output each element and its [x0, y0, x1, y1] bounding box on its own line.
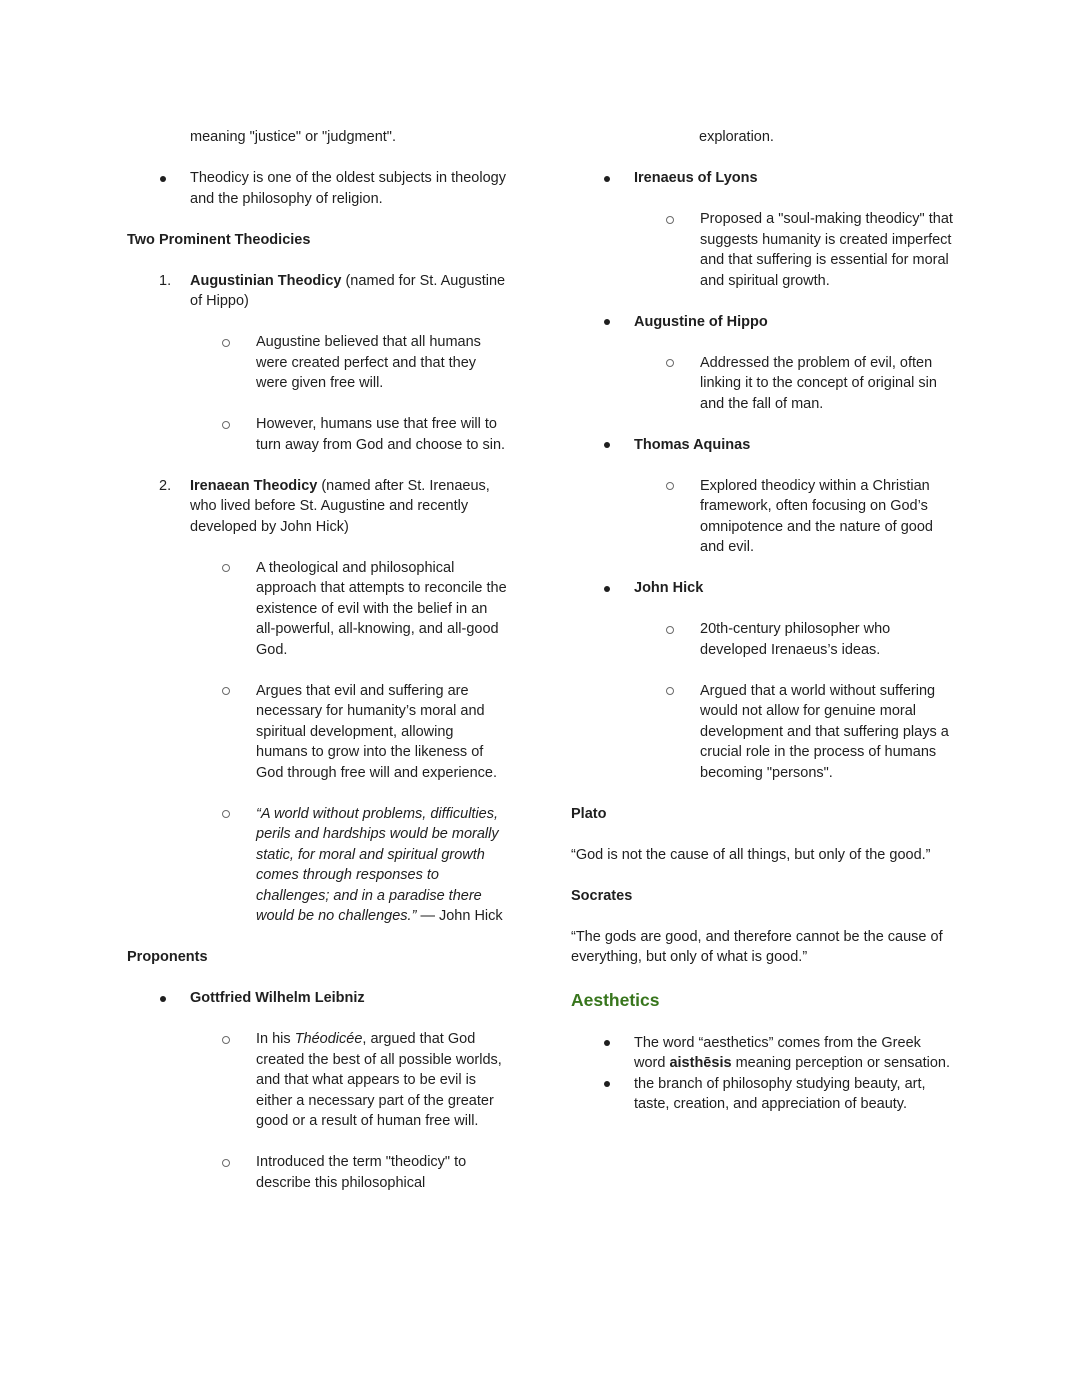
sub-bullet-marker — [222, 414, 256, 429]
sub-bullet-text: However, humans use that free will to turn away from God and choose to sin. — [256, 416, 506, 453]
sub-bullet-item — [127, 558, 509, 661]
section-heading-proponents: Proponents — [127, 949, 208, 965]
section-heading-socrates: Socrates — [571, 887, 633, 904]
sub-bullet-item — [127, 332, 509, 394]
sub-bullet-item — [571, 476, 953, 558]
sub-bullet-quote-item — [127, 804, 509, 927]
bullet-text: Theodicy is one of the oldest subjects in theology and the philosophy of religion. — [190, 170, 506, 207]
sub-bullet-marker — [222, 804, 256, 819]
bullet-item — [127, 168, 509, 209]
sub-bullet-text-wrap — [256, 1029, 509, 1132]
sub-bullet-item — [571, 353, 953, 415]
bullet-dot-icon — [160, 996, 166, 1002]
section-heading-plato: Plato — [571, 805, 607, 822]
sub-bullet-text: Augustine believed that all humans were created perfect and that they were given free will. — [256, 334, 481, 391]
bullet-dot-icon — [604, 1081, 610, 1087]
left-column — [127, 127, 509, 1214]
numbered-item-text — [190, 271, 509, 312]
bullet-marker — [604, 1033, 634, 1047]
bullet-item-proponent — [127, 988, 509, 1009]
term-bold: Irenaean Theodicy — [190, 477, 318, 494]
hollow-circle-icon — [222, 421, 230, 429]
book-title-italic: Théodicée — [294, 1031, 363, 1047]
hollow-circle-icon — [222, 1159, 230, 1167]
number-marker: 1. — [159, 272, 172, 289]
text-post: meaning perception or sensation. — [731, 1055, 950, 1071]
sub-bullet-item — [127, 1029, 509, 1132]
philosopher-name: Thomas Aquinas — [634, 436, 751, 453]
sub-bullet-marker — [666, 353, 700, 368]
sub-bullet-text: A theological and philosophical approach that attempts to reconcile the existence of evil with the belief in an all-powerful, all-knowing, and all-good God. — [256, 559, 507, 658]
sub-bullet-marker — [666, 476, 700, 491]
proponent-name: Gottfried Wilhelm Leibniz — [190, 990, 365, 1006]
bullet-dot-icon — [604, 586, 610, 592]
bullet-marker — [604, 168, 634, 182]
bullet-text: the branch of philosophy studying beauty, art, taste, creation, and appreciation of beauty. — [634, 1075, 926, 1112]
section-heading-two-prominent-theodicies: Two Prominent Theodicies — [127, 231, 311, 248]
text-pre: In his — [256, 1031, 295, 1047]
sub-bullet-item — [571, 681, 953, 784]
socrates-quote: “The gods are good, and therefore cannot be the cause of everything, but only of what is good.” — [571, 928, 943, 965]
numbered-item-2 — [127, 476, 509, 538]
bullet-marker — [160, 988, 190, 1002]
continuation-line — [190, 127, 509, 148]
sub-bullet-marker — [222, 558, 256, 573]
bullet-dot-icon — [604, 442, 610, 448]
bullet-dot-icon — [604, 1040, 610, 1046]
numbered-item-text — [190, 476, 509, 538]
term-rest: (named for St. Augustine of Hippo) — [190, 272, 506, 309]
quote-text-wrap — [256, 804, 509, 927]
term-rest: (named after St. Irenaeus, who lived before St. Augustine and recently developed by John Hick) — [190, 477, 490, 535]
sub-bullet-marker — [666, 209, 700, 224]
numbered-item-1 — [127, 271, 509, 312]
section-heading-aesthetics: Aesthetics — [571, 990, 660, 1010]
right-column — [571, 127, 953, 1214]
hollow-circle-icon — [666, 687, 674, 695]
sub-bullet-text: Explored theodicy within a Christian framework, often focusing on God’s omnipotence and the nature of good and evil. — [700, 477, 933, 555]
plato-quote-paragraph — [571, 845, 953, 866]
john-hick-quote: “A world without problems, difficulties, perils and hardships would be morally static, for moral and spiritual growth comes through responses to challenges; and in a paradise there would be no challenges.” — [256, 805, 499, 924]
sub-bullet-item — [127, 681, 509, 784]
sub-bullet-marker — [666, 619, 700, 634]
plato-quote: “God is not the cause of all things, but only of the good.” — [571, 846, 931, 863]
bullet-marker — [604, 435, 634, 449]
bullet-item — [571, 1074, 953, 1115]
hollow-circle-icon — [222, 564, 230, 572]
sub-bullet-text: Proposed a "soul-making theodicy" that suggests humanity is created imperfect and that suffering is essential for moral and spiritual growth. — [700, 211, 953, 289]
sub-bullet-text: Introduced the term "theodicy" to describe this philosophical — [256, 1154, 467, 1191]
continuation-line — [699, 127, 953, 148]
text-post: , argued that God created the best of all possible worlds, and that what appears to be evil is either a necessary part of the greater good or a result of human free will. — [256, 1031, 502, 1129]
sub-bullet-marker — [222, 681, 256, 696]
hollow-circle-icon — [666, 482, 674, 490]
bullet-text-wrap — [634, 1033, 953, 1074]
bullet-marker — [604, 1074, 634, 1088]
bullet-marker — [160, 168, 190, 182]
bullet-item-philosopher — [571, 312, 953, 333]
philosopher-name: Augustine of Hippo — [634, 313, 768, 330]
sub-bullet-marker — [222, 332, 256, 347]
bullet-dot-icon — [604, 319, 610, 325]
sub-bullet-text: Argued that a world without suffering would not allow for genuine moral development and that suffering plays a crucial role in the process of humans becoming "persons". — [700, 682, 949, 781]
sub-bullet-marker — [222, 1152, 256, 1167]
sub-bullet-item — [571, 209, 953, 291]
hollow-circle-icon — [222, 810, 230, 818]
two-column-layout — [127, 127, 953, 1214]
bullet-dot-icon — [160, 176, 166, 182]
hollow-circle-icon — [222, 339, 230, 347]
continuation-text: exploration. — [699, 129, 774, 145]
hollow-circle-icon — [222, 687, 230, 695]
bullet-item — [571, 1033, 953, 1074]
hollow-circle-icon — [666, 216, 674, 224]
quote-attribution: — John Hick — [416, 908, 503, 924]
greek-word-bold: aisthēsis — [669, 1055, 732, 1071]
socrates-quote-paragraph — [571, 927, 953, 968]
continuation-text: meaning "justice" or "judgment". — [190, 129, 396, 145]
sub-bullet-item — [127, 1152, 509, 1193]
bullet-dot-icon — [604, 176, 610, 182]
number-marker: 2. — [159, 477, 172, 494]
hollow-circle-icon — [666, 359, 674, 367]
hollow-circle-icon — [222, 1036, 230, 1044]
sub-bullet-text: Addressed the problem of evil, often linking it to the concept of original sin and the fall of man. — [700, 354, 937, 412]
sub-bullet-item — [127, 414, 509, 455]
sub-bullet-text: 20th-century philosopher who developed Irenaeus’s ideas. — [700, 621, 891, 658]
sub-bullet-marker — [666, 681, 700, 696]
bullet-item-philosopher — [571, 578, 953, 599]
sub-bullet-text: Argues that evil and suffering are necessary for humanity’s moral and spiritual development, allowing humans to grow into the likeness of God through free will and experience. — [256, 682, 498, 781]
sub-bullet-item — [571, 619, 953, 660]
text-pre: The word “aesthetics” comes from the Greek word — [634, 1034, 921, 1071]
term-bold: Augustinian Theodicy — [190, 272, 342, 289]
bullet-marker — [604, 578, 634, 592]
bullet-item-philosopher — [571, 168, 953, 189]
bullet-marker — [604, 312, 634, 326]
philosopher-name: John Hick — [634, 580, 704, 596]
hollow-circle-icon — [666, 626, 674, 634]
bullet-item-philosopher — [571, 435, 953, 456]
sub-bullet-marker — [222, 1029, 256, 1044]
philosopher-name: Irenaeus of Lyons — [634, 170, 758, 186]
